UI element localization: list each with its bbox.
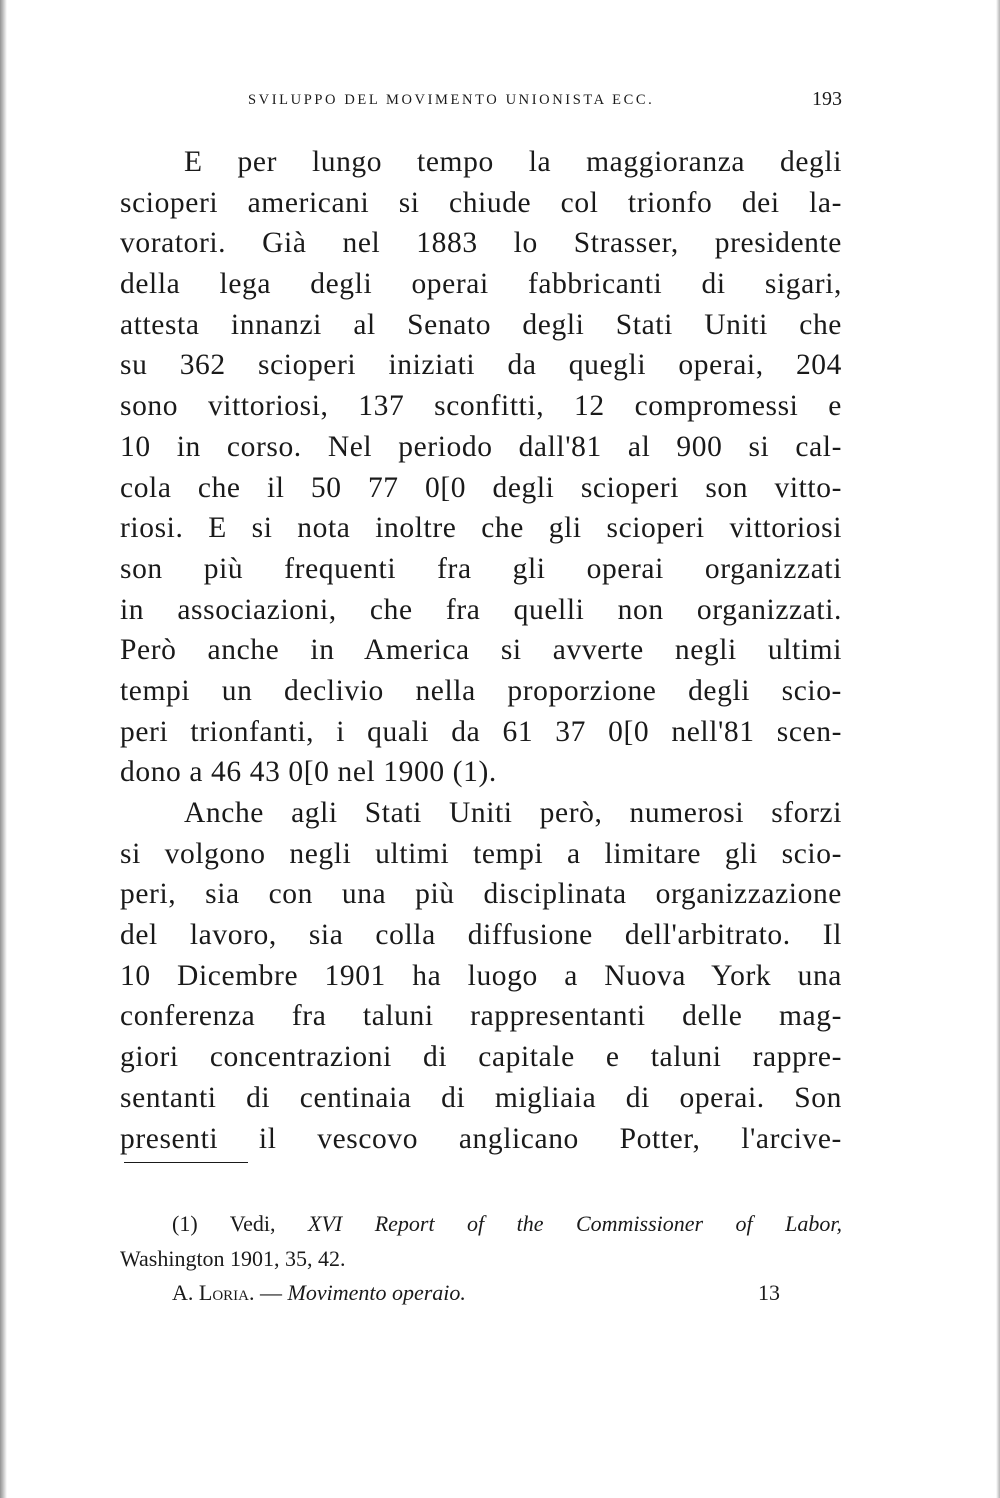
text-line: si volgono negli ultimi tempi a limitare gli scio- bbox=[120, 837, 842, 870]
text-line: voratori. Già nel 1883 lo Strasser, presidente bbox=[120, 227, 842, 260]
page-right-edge bbox=[996, 0, 1000, 1498]
running-title: SVILUPPO DEL MOVIMENTO UNIONISTA ECC. bbox=[248, 92, 655, 108]
text-line: peri trionfanti, i quali da 61 37 0[0 nell'81 scen- bbox=[120, 715, 842, 748]
text-line: dono a 46 43 0[0 nel 1900 (1). bbox=[120, 756, 497, 789]
text-line: peri, sia con una più disciplinata organizzazione bbox=[120, 878, 842, 911]
text-line: giori concentrazioni di capitale e taluni rappre- bbox=[120, 1041, 842, 1074]
text-line: scioperi americani si chiude col trionfo dei la- bbox=[120, 186, 842, 219]
text-line: sentanti di centinaia di migliaia di operai. Son bbox=[120, 1081, 842, 1114]
page-header bbox=[248, 86, 842, 116]
text-line: del lavoro, sia colla diffusione dell'arbitrato. Il bbox=[120, 919, 842, 952]
page-binding-edge bbox=[0, 0, 7, 1498]
text-line: riosi. E si nota inoltre che gli scioperi vittoriosi bbox=[120, 512, 842, 545]
footnote-report-title: XVI Report of the Commissioner of Labor, bbox=[308, 1211, 842, 1236]
footer-author: A. Loria. bbox=[172, 1280, 255, 1305]
text-line: sono vittoriosi, 137 sconfitti, 12 compromessi e bbox=[120, 390, 842, 423]
footnote-line: Washington 1901, 35, 42. bbox=[120, 1246, 346, 1271]
signature-line bbox=[172, 1276, 466, 1310]
footnote-marker: (1) Vedi, bbox=[172, 1211, 276, 1236]
text-line: 10 Dicembre 1901 ha luogo a Nuova York una bbox=[120, 959, 842, 992]
signature-number: 13 bbox=[758, 1280, 780, 1305]
text-line: presenti il vescovo anglicano Potter, l'arcive- bbox=[120, 1122, 842, 1155]
footnote-line bbox=[120, 1206, 842, 1241]
text-line: conferenza fra taluni rappresentanti delle mag- bbox=[120, 1000, 842, 1033]
page-footer bbox=[172, 1276, 780, 1310]
text-line: tempi un declivio nella proporzione degli scio- bbox=[120, 674, 842, 707]
body-text bbox=[120, 142, 842, 1159]
text-line: 10 in corso. Nel periodo dall'81 al 900 si cal- bbox=[120, 430, 842, 463]
footnote bbox=[120, 1206, 842, 1276]
text-line: son più frequenti fra gli operai organizzati bbox=[120, 552, 842, 585]
footnote-divider bbox=[124, 1162, 248, 1163]
text-line: in associazioni, che fra quelli non organizzati. bbox=[120, 593, 842, 626]
text-line: attesta innanzi al Senato degli Stati Uniti che bbox=[120, 308, 842, 341]
footer-book-title: Movimento operaio. bbox=[287, 1280, 466, 1305]
footer-separator: — bbox=[260, 1280, 282, 1305]
text-line: Anche agli Stati Uniti però, numerosi sforzi bbox=[184, 797, 842, 829]
text-line: cola che il 50 77 0[0 degli scioperi son vitto- bbox=[120, 471, 842, 504]
text-line: E per lungo tempo la maggioranza degli bbox=[184, 146, 842, 178]
text-line: Però anche in America si avverte negli ultimi bbox=[120, 634, 842, 667]
text-line: su 362 scioperi iniziati da quegli operai, 204 bbox=[120, 349, 842, 382]
page-number: 193 bbox=[812, 88, 842, 110]
text-line: della lega degli operai fabbricanti di sigari, bbox=[120, 268, 842, 301]
